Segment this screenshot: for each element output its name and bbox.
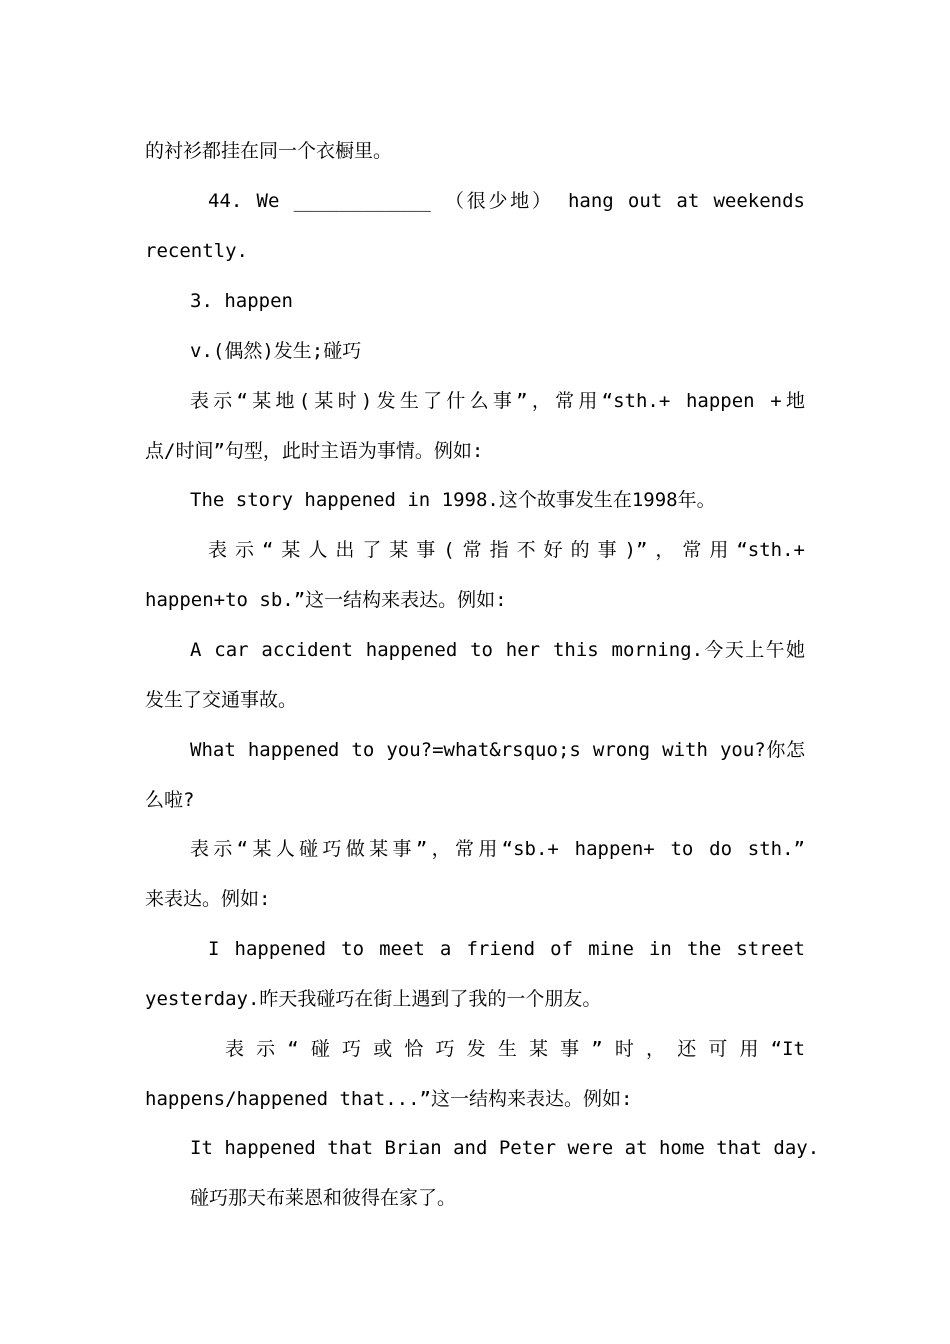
text-line: happen+to sb.”这一结构来表达。例如: (145, 589, 507, 611)
text-line: 的衬衫都挂在同一个衣橱里。 (145, 140, 393, 162)
text-line: happens/happened that...”这一结构来表达。例如: (145, 1088, 633, 1110)
text-line: 表示“碰巧或恰巧发生某事”时，还可用“It (225, 1038, 805, 1060)
text-line: 发生了交通事故。 (145, 689, 298, 711)
example-line: What happened to you?=what&rsquo;s wrong with you?你怎 (190, 739, 805, 761)
text-line: yesterday.昨天我碰巧在街上遇到了我的一个朋友。 (145, 988, 602, 1010)
section-heading: 3. happen (190, 290, 293, 312)
text-line: 表示“某人出了某事(常指不好的事)”，常用“sth.+ (208, 539, 805, 561)
text-line: 碰巧那天布莱恩和彼得在家了。 (190, 1187, 457, 1209)
exercise-line: 44. We ____________ （很少地） hang out at weekends (208, 190, 805, 212)
text-line: 表示“某人碰巧做某事”，常用“sb.+ happen+ to do sth.” (190, 838, 805, 860)
example-line: It happened that Brian and Peter were at home that day. (190, 1137, 820, 1159)
text-line: 点/时间”句型，此时主语为事情。例如: (145, 440, 484, 462)
text-line: 表示“某地(某时)发生了什么事”，常用“sth.+ happen +地 (190, 390, 805, 412)
text-line: recently. (145, 240, 248, 262)
definition-line: v.(偶然)发生;碰巧 (190, 340, 362, 362)
example-line: The story happened in 1998.这个故事发生在1998年。 (190, 489, 716, 511)
text-line: 来表达。例如: (145, 888, 271, 910)
example-line: A car accident happened to her this morning.今天上午她 (190, 639, 805, 661)
text-line: 么啦? (145, 789, 195, 811)
example-line: I happened to meet a friend of mine in the street (208, 938, 805, 960)
